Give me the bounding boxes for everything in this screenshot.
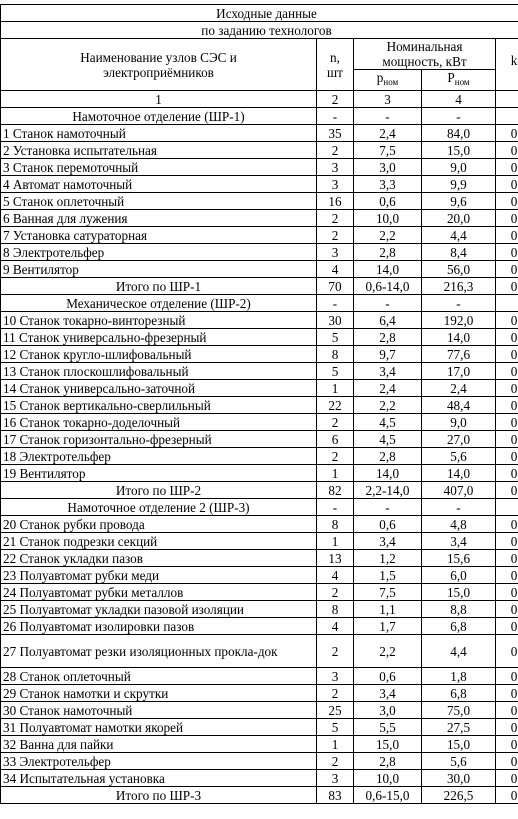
row-count: 5	[317, 363, 354, 380]
row-count: 4	[317, 261, 354, 278]
row-p-nom: 1,7	[354, 618, 422, 635]
row-name: 24 Полуавтомат рубки металлов	[1, 584, 317, 601]
table-title: Исходные данные	[1, 5, 518, 22]
row-count: -	[317, 108, 354, 125]
row-P-nom: -	[422, 295, 496, 312]
row-name: 6 Ванная для лужения	[1, 210, 317, 227]
row-name: 16 Станок токарно-доделочный	[1, 414, 317, 431]
row-p-nom: 7,5	[354, 584, 422, 601]
table-row	[1, 770, 518, 787]
row-p-nom: 15,0	[354, 736, 422, 753]
row-extra: 0	[496, 125, 518, 142]
colnum-3: 3	[354, 91, 422, 108]
row-count: 16	[317, 193, 354, 210]
row-P-nom: 1,8	[422, 668, 496, 685]
row-count: 2	[317, 635, 354, 668]
row-extra: 0	[496, 448, 518, 465]
row-p-nom: 10,0	[354, 770, 422, 787]
title-row	[1, 5, 518, 22]
row-count: 8	[317, 516, 354, 533]
row-P-nom: 15,0	[422, 736, 496, 753]
row-name: 29 Станок намотки и скрутки	[1, 685, 317, 702]
row-p-nom: 14,0	[354, 465, 422, 482]
row-P-nom: 9,6	[422, 193, 496, 210]
column-header-row	[1, 39, 518, 70]
row-P-nom: 5,6	[422, 448, 496, 465]
row-name: 17 Станок горизонтально-фрезерный	[1, 431, 317, 448]
row-count: 3	[317, 176, 354, 193]
row-P-nom: 27,5	[422, 719, 496, 736]
table-row	[1, 142, 518, 159]
row-name: 12 Станок кругло-шлифовальный	[1, 346, 317, 363]
subtitle-row	[1, 22, 518, 39]
row-name: 22 Станок укладки пазов	[1, 550, 317, 567]
table-row	[1, 125, 518, 142]
row-name: 3 Станок перемоточный	[1, 159, 317, 176]
row-p-nom: 2,2	[354, 227, 422, 244]
row-name: 10 Станок токарно-винторезный	[1, 312, 317, 329]
row-p-nom: 2,4	[354, 380, 422, 397]
colnum-2: 2	[317, 91, 354, 108]
row-P-nom: 17,0	[422, 363, 496, 380]
row-P-nom: 27,0	[422, 431, 496, 448]
table-row	[1, 176, 518, 193]
row-count: 1	[317, 380, 354, 397]
row-P-nom: 6,8	[422, 685, 496, 702]
row-count: 30	[317, 312, 354, 329]
row-extra: 0	[496, 329, 518, 346]
table-row	[1, 210, 518, 227]
row-count: 70	[317, 278, 354, 295]
row-count: 8	[317, 601, 354, 618]
row-name: 9 Вентилятор	[1, 261, 317, 278]
table-row	[1, 159, 518, 176]
table-row	[1, 363, 518, 380]
row-name: 14 Станок универсально-заточной	[1, 380, 317, 397]
row-extra: 0	[496, 431, 518, 448]
row-name: Итого по ШР-2	[1, 482, 317, 499]
row-p-nom: 3,0	[354, 702, 422, 719]
row-P-nom: 407,0	[422, 482, 496, 499]
row-count: 4	[317, 618, 354, 635]
row-count: 82	[317, 482, 354, 499]
row-p-nom: 3,0	[354, 159, 422, 176]
row-P-nom: 14,0	[422, 329, 496, 346]
section-row	[1, 295, 518, 312]
header-count: n, шт	[317, 39, 354, 91]
row-p-nom: 7,5	[354, 142, 422, 159]
row-extra: 0	[496, 736, 518, 753]
row-name: 8 Электротельфер	[1, 244, 317, 261]
row-count: 8	[317, 346, 354, 363]
row-P-nom: 48,4	[422, 397, 496, 414]
row-count: 2	[317, 685, 354, 702]
row-name: 28 Станок оплеточный	[1, 668, 317, 685]
header-name: Наименование узлов СЭС и электроприёмников	[1, 39, 317, 91]
row-count: 2	[317, 210, 354, 227]
row-P-nom: 9,0	[422, 159, 496, 176]
table-row	[1, 380, 518, 397]
table-row	[1, 431, 518, 448]
table-row	[1, 261, 518, 278]
row-p-nom: 2,2	[354, 397, 422, 414]
row-extra: 0	[496, 516, 518, 533]
row-name: 20 Станок рубки провода	[1, 516, 317, 533]
row-p-nom: 2,8	[354, 448, 422, 465]
row-name: 2 Установка испытательная	[1, 142, 317, 159]
row-P-nom: 77,6	[422, 346, 496, 363]
row-extra: 0	[496, 618, 518, 635]
table-row	[1, 312, 518, 329]
row-count: 2	[317, 448, 354, 465]
row-p-nom: -	[354, 108, 422, 125]
section-row	[1, 108, 518, 125]
row-count: 2	[317, 414, 354, 431]
row-name: 19 Вентилятор	[1, 465, 317, 482]
row-P-nom: 6,0	[422, 567, 496, 584]
colnum-4: 4	[422, 91, 496, 108]
table-row	[1, 685, 518, 702]
row-extra: 0	[496, 244, 518, 261]
row-name: Итого по ШР-1	[1, 278, 317, 295]
row-name: Итого по ШР-3	[1, 787, 317, 804]
row-p-nom: 0,6-15,0	[354, 787, 422, 804]
row-P-nom: -	[422, 108, 496, 125]
row-extra: 0	[496, 176, 518, 193]
row-p-nom: 3,4	[354, 685, 422, 702]
row-name: 5 Станок оплеточный	[1, 193, 317, 210]
row-name: 7 Установка сатураторная	[1, 227, 317, 244]
row-extra: 0	[496, 753, 518, 770]
total-row	[1, 278, 518, 295]
table-row	[1, 584, 518, 601]
row-p-nom: 2,4	[354, 125, 422, 142]
row-name: 30 Станок намоточный	[1, 702, 317, 719]
row-name: 11 Станок универсально-фрезерный	[1, 329, 317, 346]
row-p-nom: 2,8	[354, 244, 422, 261]
row-extra: 0	[496, 601, 518, 618]
row-count: 22	[317, 397, 354, 414]
row-extra: 0	[496, 193, 518, 210]
row-P-nom: 9,9	[422, 176, 496, 193]
row-P-nom: 20,0	[422, 210, 496, 227]
row-p-nom: 6,4	[354, 312, 422, 329]
row-extra: 0	[496, 702, 518, 719]
row-P-nom: -	[422, 499, 496, 516]
row-extra: 0	[496, 278, 518, 295]
row-name: Намоточное отделение 2 (ШР-3)	[1, 499, 317, 516]
row-count: 2	[317, 584, 354, 601]
row-extra: 0	[496, 312, 518, 329]
row-extra: 0	[496, 787, 518, 804]
row-p-nom: 3,3	[354, 176, 422, 193]
row-P-nom: 8,8	[422, 601, 496, 618]
table-body	[1, 5, 518, 804]
row-p-nom: -	[354, 499, 422, 516]
row-extra	[496, 295, 518, 312]
row-P-nom: 8,4	[422, 244, 496, 261]
header-power-group: Номинальная мощность, кВт	[354, 39, 496, 70]
row-extra: 0	[496, 159, 518, 176]
row-p-nom: 1,1	[354, 601, 422, 618]
row-P-nom: 15,0	[422, 584, 496, 601]
row-name: 4 Автомат намоточный	[1, 176, 317, 193]
row-count: 5	[317, 719, 354, 736]
row-P-nom: 30,0	[422, 770, 496, 787]
row-count: 2	[317, 753, 354, 770]
table-row	[1, 193, 518, 210]
row-p-nom: 2,2	[354, 635, 422, 668]
row-count: 2	[317, 227, 354, 244]
row-count: 6	[317, 431, 354, 448]
row-P-nom: 3,4	[422, 533, 496, 550]
row-name: 26 Полуавтомат изолировки пазов	[1, 618, 317, 635]
row-name: 18 Электротельфер	[1, 448, 317, 465]
table-row	[1, 244, 518, 261]
row-P-nom: 2,4	[422, 380, 496, 397]
row-extra: 0	[496, 414, 518, 431]
row-p-nom: 9,7	[354, 346, 422, 363]
table-row	[1, 601, 518, 618]
table-row	[1, 346, 518, 363]
row-count: 1	[317, 465, 354, 482]
row-P-nom: 14,0	[422, 465, 496, 482]
row-extra: 0	[496, 533, 518, 550]
row-extra: 0	[496, 346, 518, 363]
row-p-nom: 0,6	[354, 193, 422, 210]
colnum-5	[496, 91, 518, 108]
row-p-nom: 10,0	[354, 210, 422, 227]
row-count: 4	[317, 567, 354, 584]
table-row	[1, 227, 518, 244]
row-name: 1 Станок намоточный	[1, 125, 317, 142]
row-P-nom: 15,6	[422, 550, 496, 567]
table-row	[1, 465, 518, 482]
row-count: 25	[317, 702, 354, 719]
row-extra: 0	[496, 550, 518, 567]
row-name: 33 Электротельфер	[1, 753, 317, 770]
row-extra: 0	[496, 210, 518, 227]
row-name: 27 Полуавтомат резки изоляционных прокла-док	[1, 635, 317, 668]
header-p-nom: $p_{ном}$	[354, 70, 422, 91]
total-row	[1, 482, 518, 499]
row-name: 13 Станок плоскошлифовальный	[1, 363, 317, 380]
table-row	[1, 618, 518, 635]
row-extra: 0	[496, 584, 518, 601]
row-count: -	[317, 499, 354, 516]
row-name: Намоточное отделение (ШР-1)	[1, 108, 317, 125]
colnum-1: 1	[1, 91, 317, 108]
row-p-nom: 2,2-14,0	[354, 482, 422, 499]
table-subtitle: по заданию технологов	[1, 22, 518, 39]
row-p-nom: 5,5	[354, 719, 422, 736]
row-P-nom: 6,8	[422, 618, 496, 635]
header-extra: k	[496, 39, 518, 91]
row-count: 13	[317, 550, 354, 567]
row-P-nom: 9,0	[422, 414, 496, 431]
row-P-nom: 4,4	[422, 227, 496, 244]
row-name: 23 Полуавтомат рубки меди	[1, 567, 317, 584]
row-extra: 0	[496, 380, 518, 397]
row-count: 35	[317, 125, 354, 142]
row-count: -	[317, 295, 354, 312]
table-row	[1, 550, 518, 567]
row-extra: 0	[496, 142, 518, 159]
table-row	[1, 533, 518, 550]
row-P-nom: 4,8	[422, 516, 496, 533]
source-data-table	[0, 4, 518, 804]
row-p-nom: 1,5	[354, 567, 422, 584]
row-p-nom: 2,8	[354, 753, 422, 770]
column-number-row	[1, 91, 518, 108]
row-name: 32 Ванна для пайки	[1, 736, 317, 753]
row-count: 5	[317, 329, 354, 346]
row-extra: 0	[496, 668, 518, 685]
table-row	[1, 719, 518, 736]
row-extra: 0	[496, 770, 518, 787]
row-P-nom: 4,4	[422, 635, 496, 668]
row-p-nom: 4,5	[354, 431, 422, 448]
row-count: 1	[317, 736, 354, 753]
section-row	[1, 499, 518, 516]
row-name: 15 Станок вертикально-сверлильный	[1, 397, 317, 414]
row-p-nom: 2,8	[354, 329, 422, 346]
row-count: 3	[317, 770, 354, 787]
header-P-nom: $P_{ном}$	[422, 70, 496, 91]
row-count: 1	[317, 533, 354, 550]
row-p-nom: 1,2	[354, 550, 422, 567]
row-name: 34 Испытательная установка	[1, 770, 317, 787]
row-extra: 0	[496, 227, 518, 244]
table-row	[1, 414, 518, 431]
row-name: Механическое отделение (ШР-2)	[1, 295, 317, 312]
row-P-nom: 75,0	[422, 702, 496, 719]
row-p-nom: 0,6	[354, 516, 422, 533]
row-p-nom: 14,0	[354, 261, 422, 278]
row-count: 3	[317, 244, 354, 261]
table-row	[1, 702, 518, 719]
row-extra	[496, 108, 518, 125]
row-p-nom: -	[354, 295, 422, 312]
row-extra: 0	[496, 567, 518, 584]
row-count: 2	[317, 142, 354, 159]
row-P-nom: 5,6	[422, 753, 496, 770]
table-row	[1, 567, 518, 584]
row-count: 3	[317, 668, 354, 685]
row-name: 25 Полуавтомат укладки пазовой изоляции	[1, 601, 317, 618]
table-row	[1, 736, 518, 753]
row-extra: 0	[496, 261, 518, 278]
row-P-nom: 15,0	[422, 142, 496, 159]
row-p-nom: 4,5	[354, 414, 422, 431]
table-row	[1, 516, 518, 533]
table-row	[1, 397, 518, 414]
total-row	[1, 787, 518, 804]
row-P-nom: 216,3	[422, 278, 496, 295]
row-extra: 0	[496, 685, 518, 702]
row-extra: 0	[496, 363, 518, 380]
row-count: 3	[317, 159, 354, 176]
row-extra: 0	[496, 635, 518, 668]
table-row	[1, 329, 518, 346]
row-p-nom: 0,6	[354, 668, 422, 685]
table-row	[1, 448, 518, 465]
row-extra: 0	[496, 397, 518, 414]
table-row	[1, 635, 518, 668]
table-row	[1, 668, 518, 685]
row-P-nom: 226,5	[422, 787, 496, 804]
row-extra: 0	[496, 465, 518, 482]
table-row	[1, 753, 518, 770]
row-name: 21 Станок подрезки секций	[1, 533, 317, 550]
row-P-nom: 192,0	[422, 312, 496, 329]
row-name: 31 Полуавтомат намотки якорей	[1, 719, 317, 736]
row-p-nom: 3,4	[354, 533, 422, 550]
row-count: 83	[317, 787, 354, 804]
row-extra: 0	[496, 719, 518, 736]
row-extra: 0	[496, 482, 518, 499]
row-p-nom: 3,4	[354, 363, 422, 380]
row-extra	[496, 499, 518, 516]
row-P-nom: 84,0	[422, 125, 496, 142]
row-p-nom: 0,6-14,0	[354, 278, 422, 295]
row-P-nom: 56,0	[422, 261, 496, 278]
